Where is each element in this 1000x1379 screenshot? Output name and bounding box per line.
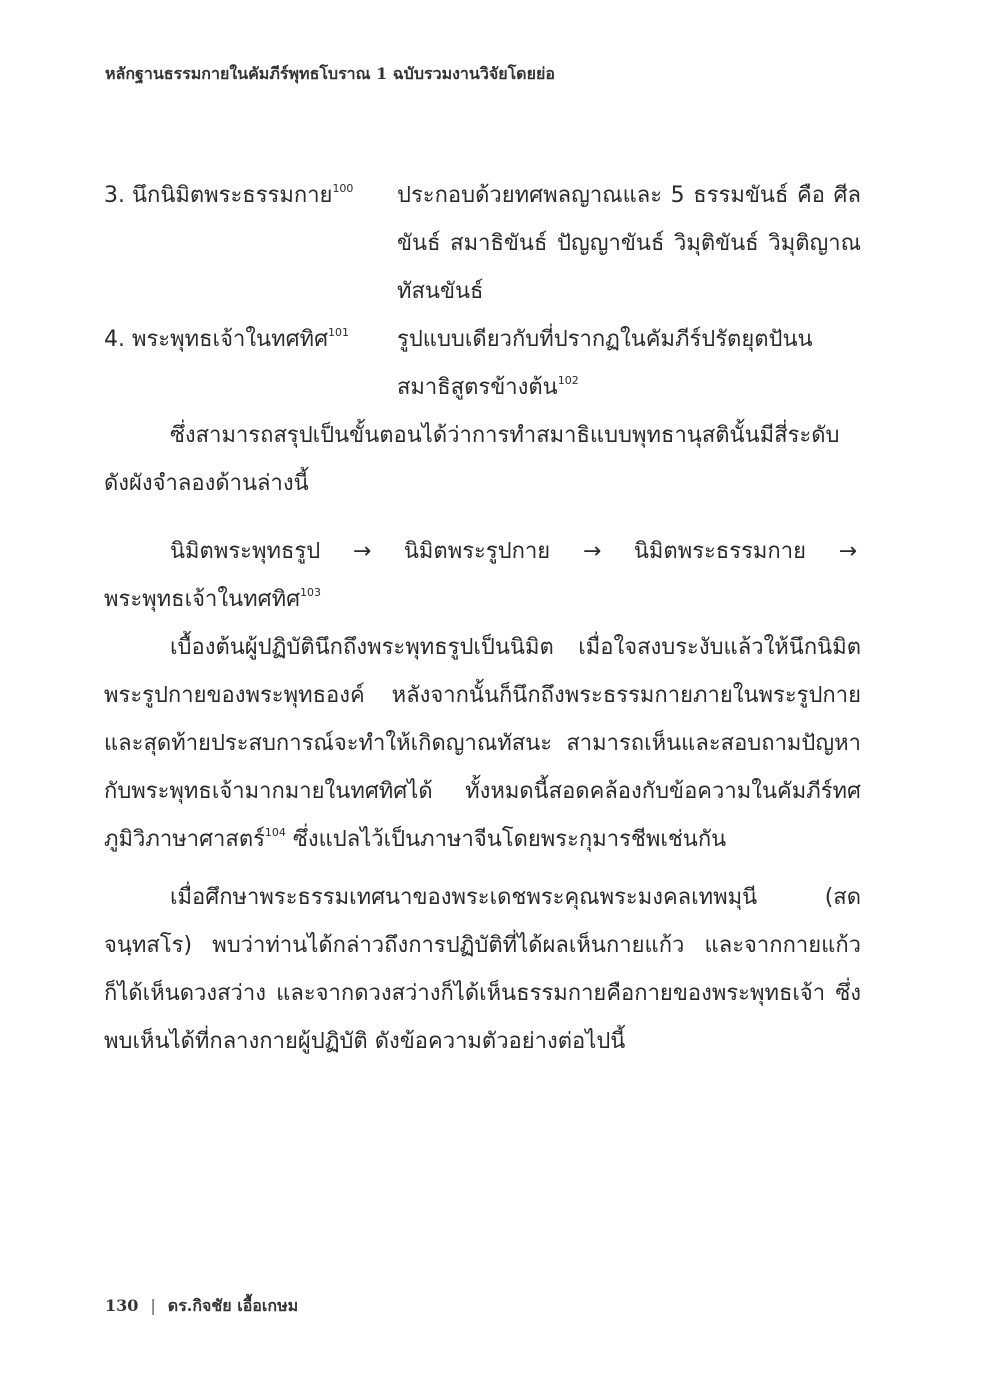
page-number: 130 [105,1296,139,1315]
footer-separator: | [150,1296,156,1315]
running-header: หลักฐานธรรมกายในคัมภีร์พุทธโบราณ 1 ฉบับรวมงานวิจัยโดยย่อ [105,64,555,83]
definition-item [104,172,861,316]
paragraph-text: ซึ่งแปลไว้เป็นภาษาจีนโดยพระกุมารชีพเช่นกัน [285,827,727,852]
definition-term [104,316,397,412]
footnote-ref[interactable]: 102 [557,373,579,387]
page-body [104,172,861,1066]
footnote-ref[interactable]: 104 [264,825,286,839]
right-arrow-icon: → [838,539,858,564]
footnote-ref[interactable]: 101 [328,325,350,339]
author-name: ดร.กิจชัย เอื้อเกษม [167,1296,299,1315]
summary-paragraph: ซึ่งสามารถสรุปเป็นขั้นตอนได้ว่าการทำสมาธิแบบพุทธานุสตินั้นมีสี่ระดับ ดังผังจำลองด้านล่างนี้ [104,423,840,496]
right-arrow-icon: → [352,539,372,564]
definition-item [104,316,861,412]
definition-term [104,172,397,316]
definition-description: ประกอบด้วยทศพลญาณและ 5 ธรรมขันธ์ คือ ศีลขันธ์ สมาธิขันธ์ ปัญญาขันธ์ วิมุติขันธ์ วิมุติญาณทัสนขันธ์ [397,183,861,304]
footnote-ref[interactable]: 100 [332,181,354,195]
definition-term-text: 4. พระพุทธเจ้าในทศทิศ [104,327,329,352]
flow-step: นิมิตพระรูปกาย [403,539,551,564]
flow-diagram [104,528,861,624]
paragraph-text: เบื้องต้นผู้ปฏิบัตินึกถึงพระพุทธรูปเป็นนิมิต เมื่อใจสงบระงับแล้วให้นึกนิมิตพระรูปกายของพระพุทธองค์ หลังจากนั้นก็นึกถึงพระธรรมกายภายในพระรูปกาย และสุดท้ายประสบการณ์จะทำให้เกิดญาณทัสนะ สามารถเห็นและสอบถามปัญหากับพระพุทธเจ้ามากมายในทศทิศได้ ทั้งหมดนี้สอดคล้องกับข้อความในคัมภีร์ทศภูมิวิภาษาศาสตร์ [104,635,861,852]
flow-step: นิมิตพระพุทธรูป [170,539,321,564]
flow-step: นิมิตพระธรรมกาย [633,539,806,564]
footnote-ref[interactable]: 103 [300,585,322,599]
page-footer [105,1294,298,1319]
flow-step: พระพุทธเจ้าในทศทิศ [104,587,301,612]
body-paragraph [104,624,861,864]
right-arrow-icon: → [582,539,602,564]
definition-description-text: รูปแบบเดียวกับที่ปรากฏในคัมภีร์ปรัตยุตปันนสมาธิสูตรข้างต้น [397,327,813,400]
body-paragraph: เมื่อศึกษาพระธรรมเทศนาของพระเดชพระคุณพระมงคลเทพมุนี (สด จนฺทสโร) พบว่าท่านได้กล่าวถึงการปฏิบัติที่ได้ผลเห็นกายแก้ว และจากกายแก้วก็ได้เห็นดวงสว่าง และจากดวงสว่างก็ได้เห็นธรรมกายคือกายของพระพุทธเจ้า ซึ่งพบเห็นได้ที่กลางกายผู้ปฏิบัติ ดังข้อความตัวอย่างต่อไปนี้ [104,885,861,1054]
definition-description [397,316,861,412]
definition-term-text: 3. นึกนิมิตพระธรรมกาย [104,183,333,208]
